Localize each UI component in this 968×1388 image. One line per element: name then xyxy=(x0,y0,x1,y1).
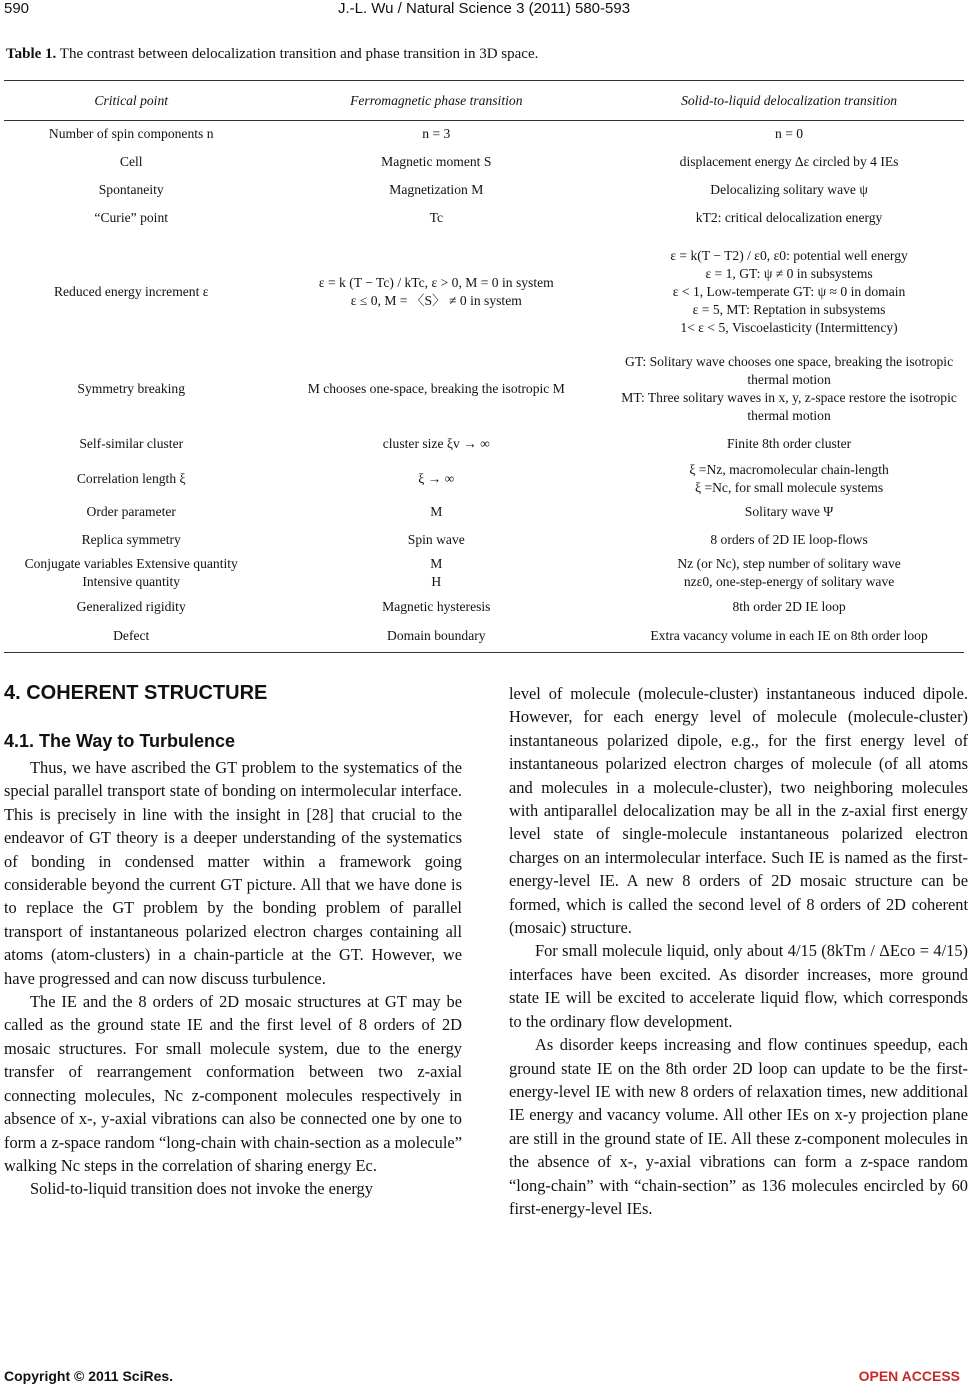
table-caption xyxy=(6,46,538,63)
table-cell: Correlation length ξ xyxy=(76,470,186,486)
table-row xyxy=(4,621,964,653)
table-row xyxy=(4,147,964,177)
page-header xyxy=(0,0,968,24)
table-cell: Symmetry breaking xyxy=(77,380,186,396)
table-cell: Order parameter xyxy=(86,503,176,519)
table-cell: Domain boundary xyxy=(258,621,614,653)
table-cell: ε = k(T − T2) / ε0, ε0: potential well energy ε = 1, GT: ψ ≠ 0 in subsystems ε < 1, Low-temperate GT: ψ ≈ 0 in domain ε = 5, MT: Reptation in subsystems 1< ε < 5, Viscoelasticity (Intermittency) xyxy=(670,247,908,335)
table-cell: kT2: critical delocalization energy xyxy=(695,209,883,225)
table-row xyxy=(4,593,964,621)
table-row xyxy=(4,461,964,497)
table-cell: Conjugate variables Extensive quantity Intensive quantity xyxy=(24,555,238,589)
table-cell: n = 0 xyxy=(775,125,804,141)
left-column xyxy=(4,678,462,1201)
table-cell: Number of spin components n xyxy=(48,125,214,141)
table-cell: Tc xyxy=(429,209,443,225)
table-row xyxy=(4,203,964,233)
table-cell: Cell xyxy=(119,153,143,169)
section-title: 4. COHERENT STRUCTURE xyxy=(4,682,268,704)
right-column xyxy=(509,682,968,1220)
column-header: Solid-to-liquid delocalization transition xyxy=(614,81,964,121)
table-cell: Reduced energy increment ε xyxy=(53,283,209,299)
table-cell: 8th order 2D IE loop xyxy=(732,598,846,614)
table-cell: displacement energy Δε circled by 4 IEs xyxy=(679,153,899,169)
page-number: 590 xyxy=(4,0,30,17)
table-header-row xyxy=(4,81,964,121)
table-cell: Nz (or Nc), step number of solitary wave nzε0, one-step-energy of solitary wave xyxy=(677,555,901,589)
body-paragraph: The IE and the 8 orders of 2D mosaic structures at GT may be called as the ground state IE and the first level of 8 orders of 2D mosaic structures. For small molecule system, due to the energy transfer of rearrangement conformation between two z-axial connecting molecules, Nc z-component molecules respectively in absence of x-, y-axial vibrations can also be connected one by one to form a z-space random “long-chain with chain-section as a molecule” walking Nc steps in the correlation of sharing energy Ec. xyxy=(4,992,462,1175)
table-cell: ε = k (T − Tc) / kTc, ε > 0, M = 0 in system ε ≤ 0, M = 〈S〉 ≠ 0 in system xyxy=(318,274,554,308)
body-paragraph: level of molecule (molecule-cluster) instantaneous induced dipole. However, for each energy level of molecule (molecule-cluster) instantaneous polarized dipole, e.g., for the first energy level of instantaneous polarized electron charges of molecule (of all atoms and molecules in a molecule-cluster), two neighboring molecules with antiparallel delocalization may be all in the z-axial first energy level state of single-molecule instantaneous polarized electron charges on an intermolecular interface. Such IE is named as the first-energy-level IE. A new 8 orders of 2D mosaic structure can be formed, which is called the second level of 8 orders of 2D coherent (mosaic) structure. xyxy=(509,684,968,938)
table-cell: M H xyxy=(430,555,443,589)
table-row xyxy=(4,427,964,461)
running-title: J.-L. Wu / Natural Science 3 (2011) 580-593 xyxy=(337,0,631,17)
table-cell: Magnetic moment S xyxy=(381,153,492,169)
table-cell: ξ =Nz, macromolecular chain-length ξ =Nc, for small molecule systems xyxy=(689,461,889,495)
table-row xyxy=(4,233,964,351)
column-header: Ferromagnetic phase transition xyxy=(258,81,614,121)
table-cell: Finite 8th order cluster xyxy=(726,435,852,451)
body-paragraph: As disorder keeps increasing and flow continues speedup, each ground state IE on the 8th order 2D loop can update to be the first-energy-level IE with new 8 orders of relaxation times, new additional IE energy and vacancy volume. All other IEs on x-y projection plane are still in the ground state of IE. All these z-component molecules in the absence of x-, y-axial vibrations can form a z-space random “long-chain” with “chain-section” as 136 molecules encircled by 60 first-energy-level IEs. xyxy=(509,1035,968,1218)
contrast-table xyxy=(4,80,964,653)
table-cell: GT: Solitary wave chooses one space, breaking the isotropic thermal motion MT: Three solitary waves in x, y, z-space restore the isotropic thermal motion xyxy=(621,353,957,423)
body-paragraph: Solid-to-liquid transition does not invoke the energy xyxy=(30,1179,373,1199)
table-cell: n = 3 xyxy=(422,125,451,141)
table-cell: cluster size ξv → ∞ xyxy=(382,435,490,451)
table-cell: 8 orders of 2D IE loop-flows xyxy=(710,531,868,547)
table-cell: Replica symmetry xyxy=(81,531,181,547)
table-cell: Spontaneity xyxy=(98,181,164,197)
subsection-title: 4.1. The Way to Turbulence xyxy=(4,731,236,751)
body-paragraph: Thus, we have ascribed the GT problem to the systematics of the special parallel transport state of bonding on intermolecular interface. This is precisely in line with the insight in [28] that crucial to the endeavor of GT theory is a deeper understanding of the systematics of bonding in condensed matter within a framework going considerable beyond the current GT picture. All that we have done is to replace the GT problem by the bonding problem of parallel transport of instantaneous polarized electron charges containing all atoms (atom-clusters) in a chain-particle at the GT. However, we have progressed and can now discuss turbulence. xyxy=(4,758,462,988)
table-cell: Delocalizing solitary wave ψ xyxy=(710,181,868,197)
table-row xyxy=(4,177,964,203)
table-cell: M chooses one-space, breaking the isotropic M xyxy=(307,380,565,396)
copyright-notice: Copyright © 2011 SciRes. xyxy=(4,1368,174,1384)
table-cell: Defect xyxy=(4,621,258,653)
table-cell: Spin wave xyxy=(407,531,465,547)
table-cell: Magnetic hysteresis xyxy=(382,598,491,614)
table-cell: ξ → ∞ xyxy=(418,470,455,486)
table-cell: M xyxy=(430,503,443,519)
table-caption-text: The contrast between delocalization transition and phase transition in 3D space. xyxy=(56,46,539,62)
table-cell: Solitary wave Ψ xyxy=(744,503,834,519)
table-cell: Generalized rigidity xyxy=(76,598,186,614)
table-row xyxy=(4,553,964,593)
table-row xyxy=(4,121,964,147)
column-header: Critical point xyxy=(4,81,258,121)
table-cell: Extra vacancy volume in each IE on 8th order loop xyxy=(614,621,964,653)
table-caption-label: Table 1. xyxy=(6,46,57,62)
table-cell: Magnetization M xyxy=(389,181,484,197)
table-row xyxy=(4,351,964,427)
table-cell: Self-similar cluster xyxy=(79,435,184,451)
table-row xyxy=(4,527,964,553)
table-cell: “Curie” point xyxy=(94,209,169,225)
table-row xyxy=(4,497,964,527)
open-access-label: OPEN ACCESS xyxy=(858,1368,960,1384)
body-paragraph: For small molecule liquid, only about 4/15 (8kTm / ΔEco = 4/15) interfaces have been excited. As disorder increases, more ground state IE will be excited to accelerate liquid flow, which corresponds to the ordinary flow development. xyxy=(509,941,968,1031)
